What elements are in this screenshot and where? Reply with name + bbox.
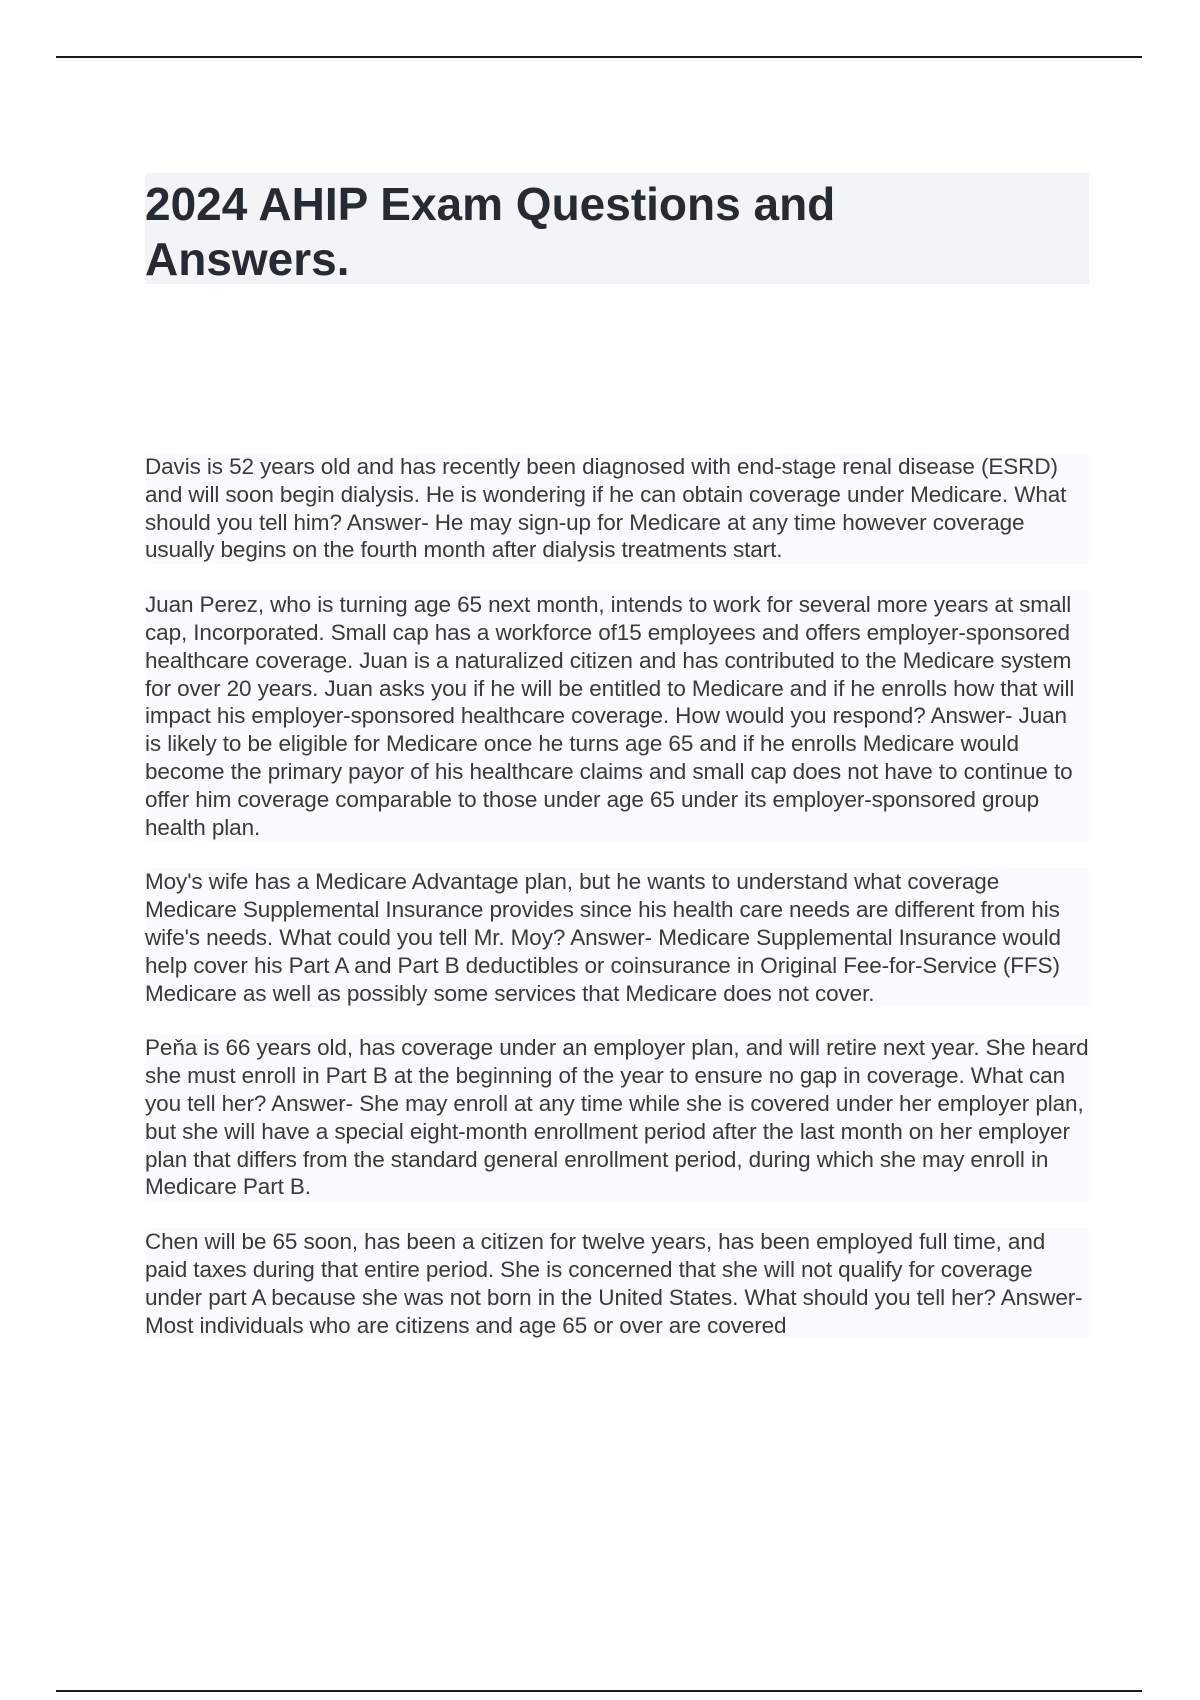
question-text: Peňa is 66 years old, has coverage under an employer plan, and will retire next year. She heard she must enroll in Part B at the beginning of the year to ensure no gap in coverage. What can you tell her? bbox=[145, 1035, 1089, 1116]
answer-label: Answer- bbox=[346, 509, 429, 535]
top-divider bbox=[56, 56, 1142, 58]
answer-label: Answer- bbox=[930, 703, 1013, 729]
question-text: Moy's wife has a Medicare Advantage plan, but he wants to understand what coverage Medicare Supplemental Insurance provides since his health care needs are different from his wife's needs. What could you tell Mr. Moy? bbox=[145, 869, 1060, 950]
title-block bbox=[145, 173, 1089, 284]
answer-text: She may enroll at any time while she is covered under her employer plan, but she will have a special eight-month enrollment period after the last month on her employer plan that differs from the standard general enrollment period, during which she may enroll in Medicare Part B. bbox=[145, 1090, 1084, 1200]
bottom-divider bbox=[56, 1690, 1142, 1692]
answer-text: Most individuals who are citizens and age 65 or over are covered bbox=[145, 1312, 787, 1338]
question-text: Juan Perez, who is turning age 65 next month, intends to work for several more years at small cap, Incorporated. Small cap has a workforce of15 employees and offers employer-sponsored healthcare coverage. Juan is a naturalized citizen and has contributed to the Medicare system for over 20 years. Juan asks you if he will be entitled to Medicare and if he enrolls how that will impact his employer-sponsored healthcare coverage. How would you respond? bbox=[145, 592, 1075, 729]
answer-label: Answer- bbox=[570, 924, 653, 950]
qa-item-5 bbox=[145, 1228, 1089, 1339]
qa-item-1 bbox=[145, 453, 1089, 564]
document-title: 2024 AHIP Exam Questions and Answers. bbox=[145, 178, 836, 285]
answer-text: Medicare Supplemental Insurance would help cover his Part A and Part B deductibles or coinsurance in Original Fee-for-Service (FFS) Medicare as well as possibly some services that Medicare does not cover. bbox=[145, 924, 1061, 1006]
qa-item-2 bbox=[145, 591, 1089, 841]
qa-list bbox=[145, 453, 1089, 1366]
answer-label: Answer- bbox=[1000, 1284, 1083, 1310]
qa-item-4 bbox=[145, 1034, 1089, 1201]
answer-label: Answer- bbox=[271, 1090, 354, 1116]
question-text: Davis is 52 years old and has recently been diagnosed with end-stage renal disease (ESRD) and will soon begin dialysis. He is wondering if he can obtain coverage under Medicare. What should you tell him? bbox=[145, 454, 1067, 535]
answer-text: Juan is likely to be eligible for Medicare once he turns age 65 and if he enrolls Medicare would become the primary payor of his healthcare claims and small cap does not have to continue to offer him coverage comparable to those under age 65 under its employer-sponsored group health plan. bbox=[145, 703, 1073, 840]
qa-item-3 bbox=[145, 868, 1089, 1007]
answer-text: He may sign-up for Medicare at any time however coverage usually begins on the fourth month after dialysis treatments start. bbox=[145, 509, 1025, 563]
question-text: Chen will be 65 soon, has been a citizen for twelve years, has been employed full time, and paid taxes during that entire period. She is concerned that she will not qualify for coverage under part A because she was not born in the United States. What should you tell her? bbox=[145, 1229, 1046, 1310]
